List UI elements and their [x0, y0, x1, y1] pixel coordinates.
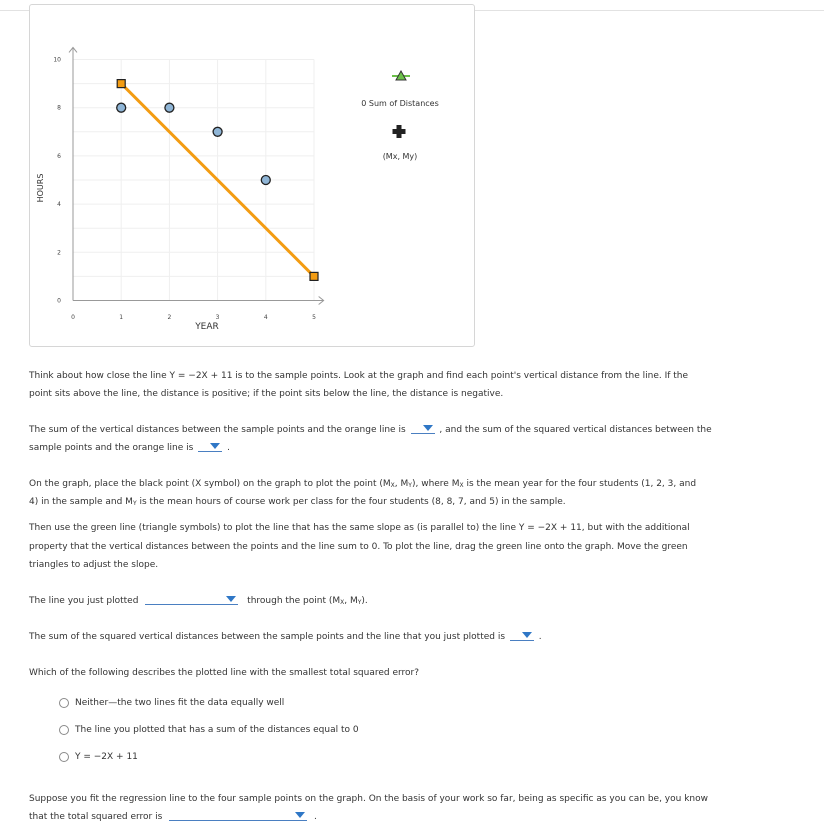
y-tick-label: 0 — [57, 297, 61, 305]
x-tick-label: 5 — [312, 314, 316, 321]
option-1-label[interactable]: Neither—the two lines fit the data equally well — [75, 698, 285, 708]
line-relation-dropdown[interactable] — [145, 593, 238, 605]
mean-point-label: (Mx, My) — [382, 152, 418, 161]
sample-point[interactable] — [165, 103, 174, 112]
paragraph-4-line-1: Then use the green line (triangle symbols) to plot the line that has the same slope as (is parallel to) the line Y = −2X + 11, but with the additional — [29, 523, 690, 533]
total-squared-error-dropdown[interactable] — [169, 809, 307, 821]
chevron-down-icon — [423, 425, 433, 431]
x-tick-label: 1 — [119, 314, 124, 321]
radio-option-1[interactable] — [59, 698, 69, 708]
paragraph-1-line-1: Think about how close the line Y = −2X + 11 is to the sample points. Look at the graph and find each point's vertical distance from the line. If the — [29, 371, 689, 381]
paragraph-5: The line you just plotted through the point (MX, MY). — [29, 592, 368, 612]
option-3-label[interactable]: Y = −2X + 11 — [75, 752, 138, 762]
sample-point[interactable] — [261, 176, 270, 185]
line-handle-end[interactable] — [310, 272, 318, 280]
graph-svg[interactable] — [30, 5, 476, 348]
paragraph-2-line-1: The sum of the vertical distances between the sample points and the orange line is , and the sum of the squared vertical distances between the — [29, 421, 712, 439]
paragraph-4-line-2: property that the vertical distances between the points and the line sum to 0. To plot the line, drag the green line onto the graph. Move the green — [29, 542, 688, 552]
y-tick-label: 4 — [57, 201, 61, 209]
sum-distances-dropdown[interactable] — [411, 422, 435, 434]
radio-option-2[interactable] — [59, 725, 69, 735]
y-tick-label: 8 — [57, 104, 61, 112]
line-handle-start[interactable] — [117, 80, 125, 88]
paragraph-6: The sum of the squared vertical distances between the sample points and the line that you just plotted is . — [29, 628, 542, 646]
chevron-down-icon — [226, 596, 236, 602]
y-axis-label: HOURS — [36, 173, 45, 203]
y-tick-label: 6 — [57, 152, 61, 160]
sum-of-distances-label: 0 Sum of Distances — [361, 99, 439, 108]
squared-distances-plotted-dropdown[interactable] — [510, 629, 534, 641]
chevron-down-icon — [210, 443, 220, 449]
y-tick-label: 10 — [53, 56, 61, 64]
question-text: Which of the following describes the plotted line with the smallest total squared error? — [29, 668, 420, 678]
paragraph-8-line-2: that the total squared error is . — [29, 808, 317, 826]
option-2-label[interactable]: The line you plotted that has a sum of the distances equal to 0 — [75, 725, 359, 735]
graph-panel — [29, 4, 475, 347]
sample-point[interactable] — [117, 103, 126, 112]
plus-icon[interactable] — [393, 125, 406, 138]
x-tick-label: 0 — [71, 314, 75, 321]
y-tick-label: 2 — [57, 249, 61, 257]
paragraph-4-line-3: triangles to adjust the slope. — [29, 560, 159, 570]
x-tick-label: 4 — [263, 314, 268, 321]
chevron-down-icon — [295, 812, 305, 818]
paragraph-8-line-1: Suppose you fit the regression line to the four sample points on the graph. On the basis of your work so far, being as specific as you can be, you know — [29, 794, 708, 804]
paragraph-3-line-1: On the graph, place the black point (X symbol) on the graph to plot the point (MX, MY), where MX is the mean year for the four students (1, 2, 3, and — [29, 479, 697, 489]
x-tick-label: 3 — [215, 314, 220, 321]
sum-squared-distances-dropdown[interactable] — [198, 440, 222, 452]
radio-option-3[interactable] — [59, 752, 69, 762]
sample-point[interactable] — [213, 127, 222, 136]
paragraph-2-line-2: sample points and the orange line is . — [29, 439, 230, 457]
paragraph-1-line-2: point sits above the line, the distance is positive; if the point sits below the line, the distance is negative. — [29, 389, 504, 399]
x-tick-label: 2 — [167, 314, 172, 321]
x-axis-label: YEAR — [195, 322, 219, 332]
paragraph-3-line-2: 4) in the sample and MY is the mean hours of course work per class for the four students (8, 8, 7, and 5) in the sample. — [29, 497, 566, 507]
chevron-down-icon — [522, 632, 532, 638]
